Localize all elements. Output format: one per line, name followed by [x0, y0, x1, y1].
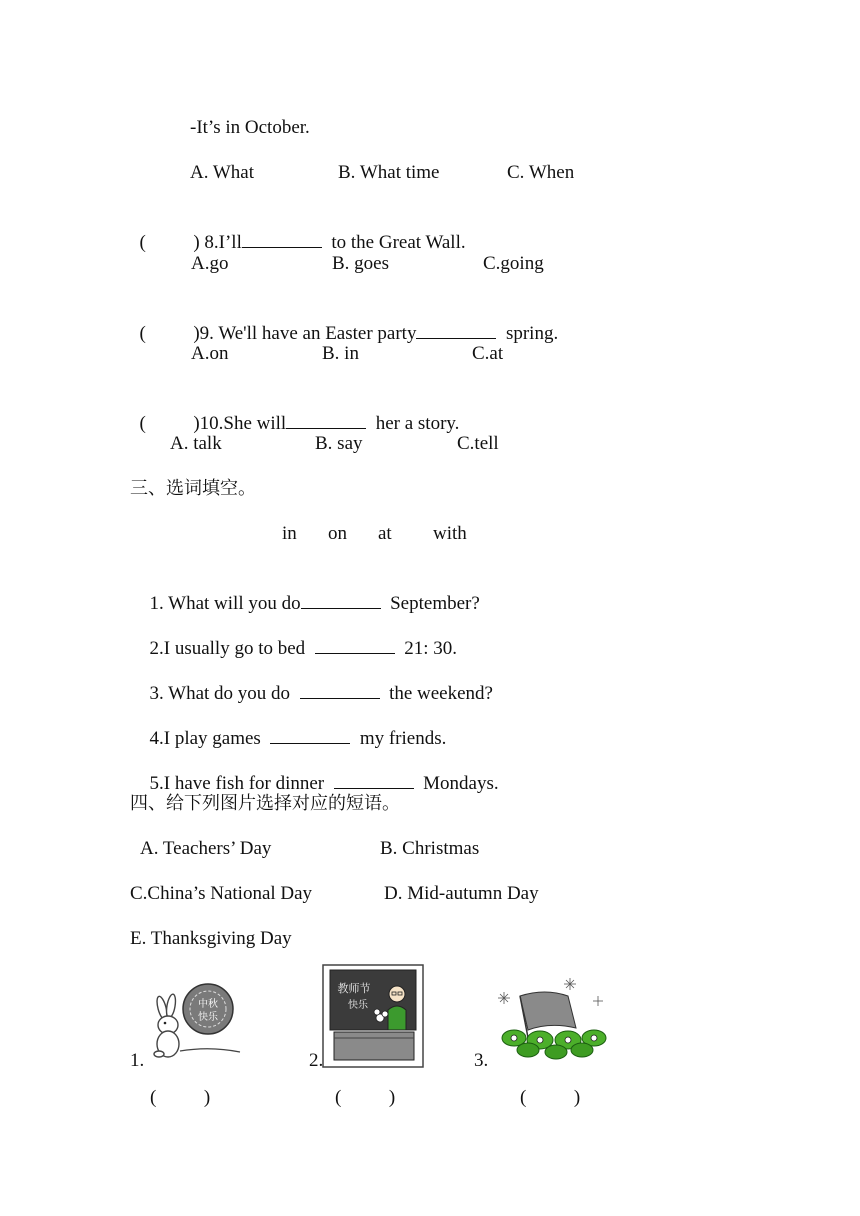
q10-answer-paren[interactable]: ( ) — [139, 413, 200, 434]
phrase-option-d: D. Mid-autumn Day — [384, 883, 539, 904]
q10-option-b: B. say — [315, 433, 363, 454]
phrase-option-a: A. Teachers’ Day — [140, 838, 272, 859]
fill-item-1-tail: September? — [390, 593, 480, 614]
q10-stem: 10.She will — [199, 413, 287, 434]
fill-item-1-blank[interactable] — [301, 590, 381, 609]
q10-option-a: A. talk — [170, 433, 222, 454]
section4-heading: 四、给下列图片选择对应的短语。 — [130, 793, 400, 814]
picture-1-answer[interactable]: ( ) — [150, 1087, 211, 1108]
fill-item-3-tail: the weekend? — [389, 683, 493, 704]
q9-stem-tail: spring. — [505, 323, 559, 344]
q7-option-b: B. What time — [338, 162, 440, 183]
picture-3-number: 3. — [474, 1050, 489, 1071]
picture-3-answer[interactable]: ( ) — [520, 1087, 581, 1108]
desk-icon — [334, 1032, 414, 1060]
q9-blank[interactable] — [416, 320, 496, 339]
fill-item-2-tail: 21: 30. — [404, 638, 457, 659]
q9-stem: 9. We'll have an Easter party — [199, 323, 417, 344]
q8-stem: 8.I’ll — [204, 232, 242, 253]
q10-blank[interactable] — [286, 410, 366, 429]
q7-answer-line: -It’s in October. — [190, 117, 310, 138]
fill-item-4-text: 4.I play games — [149, 728, 261, 749]
q8-answer-paren[interactable]: ( ) — [139, 232, 200, 253]
mooncake-text-top: 中秋 — [198, 999, 218, 1010]
fill-item-5-tail: Mondays. — [423, 773, 499, 794]
phrase-option-e: E. Thanksgiving Day — [130, 928, 292, 949]
fill-item-3 — [140, 658, 493, 705]
q8-option-a: A.go — [191, 253, 229, 274]
fill-item-1 — [140, 568, 480, 615]
q10-option-c: C.tell — [457, 433, 499, 454]
fill-item-5 — [140, 748, 499, 795]
fill-item-4-blank[interactable] — [270, 725, 350, 744]
rabbit-mooncake-picture — [144, 978, 242, 1062]
q10-stem-tail: her a story. — [375, 413, 460, 434]
mooncake-text-bottom: 快乐 — [198, 1012, 218, 1023]
rabbit-icon — [154, 993, 179, 1057]
teacher-icon — [388, 986, 406, 1030]
fill-item-2-text: 2.I usually go to bed — [149, 638, 306, 659]
phrase-option-c: C.China’s National Day — [130, 883, 313, 904]
word-bank-on: on — [328, 523, 347, 544]
q8-blank[interactable] — [242, 229, 322, 248]
picture-1-number: 1. — [130, 1050, 145, 1071]
flag-icon — [520, 992, 576, 1030]
fill-item-5-text: 5.I have fish for dinner — [149, 773, 325, 794]
q8-row — [130, 207, 466, 254]
q9-row — [130, 298, 558, 345]
q9-option-c: C.at — [472, 343, 504, 364]
q7-option-a: A. What — [190, 162, 255, 183]
fill-item-2 — [140, 613, 457, 660]
word-bank-in: in — [282, 523, 297, 544]
fill-item-4-tail: my friends. — [359, 728, 447, 749]
q7-option-c: C. When — [507, 162, 575, 183]
fill-item-3-text: 3. What do you do — [149, 683, 291, 704]
q9-answer-paren[interactable]: ( ) — [139, 323, 200, 344]
q8-stem-tail: to the Great Wall. — [331, 232, 466, 253]
picture-2-number: 2. — [309, 1050, 324, 1071]
picture-2-answer[interactable]: ( ) — [335, 1087, 396, 1108]
teachers-day-picture — [322, 964, 424, 1068]
flowers-icon — [502, 1030, 606, 1059]
section3-heading: 三、选词填空。 — [130, 478, 256, 499]
fill-item-5-blank[interactable] — [334, 770, 414, 789]
word-bank-at: at — [378, 523, 392, 544]
q8-option-b: B. goes — [332, 253, 389, 274]
q9-option-a: A.on — [191, 343, 229, 364]
phrase-option-b: B. Christmas — [380, 838, 480, 859]
board-text-top: 教师节 — [337, 982, 371, 995]
q8-option-c: C.going — [483, 253, 544, 274]
q9-option-b: B. in — [322, 343, 359, 364]
fill-item-4 — [140, 703, 446, 750]
fill-item-2-blank[interactable] — [315, 635, 395, 654]
fill-item-1-text: 1. What will you do — [149, 593, 301, 614]
national-day-picture — [490, 966, 612, 1062]
q10-row — [130, 388, 459, 435]
board-text-bottom: 快乐 — [348, 1000, 368, 1011]
word-bank-with: with — [433, 523, 467, 544]
fill-item-3-blank[interactable] — [300, 680, 380, 699]
